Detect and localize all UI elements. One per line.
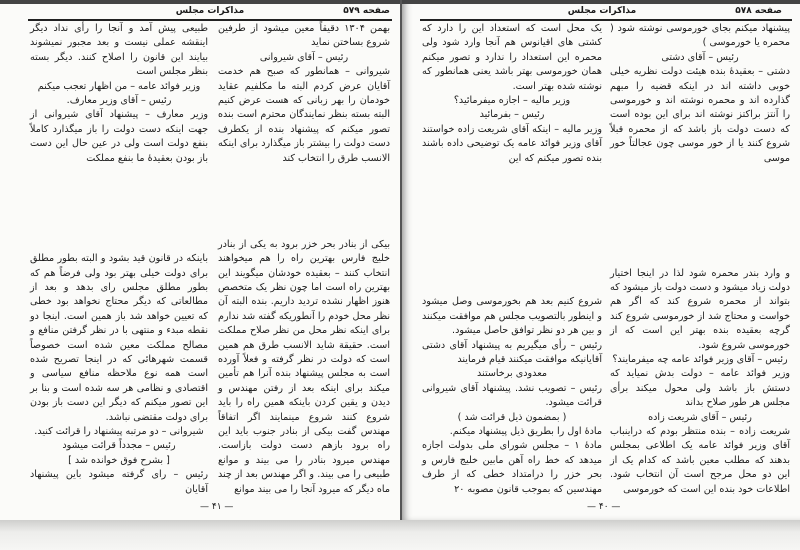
- paragraph: بهمن ۱۳۰۴ دقیقاً معین میشود از طرفین شروع بساختن نماید: [218, 23, 390, 49]
- page-top-edge: [402, 0, 800, 4]
- speaker-line: رئیس – مجدداً قرائت میشود: [62, 440, 176, 452]
- folio-number: — ۴۰ —: [587, 502, 621, 512]
- speaker-line: رئیس – آقای شیروانی: [259, 51, 349, 63]
- page-header: [422, 6, 782, 18]
- paragraph: یک محل است که استعداد این را دارد که کشتی های اقیانوس هم آنجا وارد شود ولی محمره این استعداد را ندارد و تصور میکنم همان خورموسی بهتر باشد یعنی همانطور که نوشته شده بهتر است.: [422, 23, 602, 92]
- column-bottom-block: [30, 252, 208, 497]
- running-title: مذاکرات مجلس: [567, 6, 637, 16]
- paragraph: شروع کنیم بعد هم بخورموسی وصل میشود و اینطور بالتصویب مجلس هم موافقت میکنند و بین هر دو نظر توافق حاصل میشود.: [422, 296, 602, 337]
- paragraph: شریعت زاده – بنده منتظر بودم که دراینباب آقای وزیر فوائد عامه یک اطلاعی بمجلس بدهند که مطلب معین باشد که کدام یک از این دو محل مرجح است آن انتخاب شود. اطلاعات خود بنده این است که خورموسی: [610, 425, 790, 495]
- column-right: [610, 22, 790, 497]
- left-page: [0, 0, 400, 520]
- paragraph: وزیر مالیه – اینکه آقای شریعت زاده خواستند آقای وزیر فوائد عامه یک توضیحی داده باشند بنده تصور میکنم که این: [422, 123, 602, 164]
- paragraph: دشتی – بعقیدهٔ بنده هیئت دولت نظریه خیلی خوبی داشته اند در اینکه قضیه را مبهم گذارده اند و محمره نوشته اند و خورموسی را آنتز براکتز نوشته اند برای این بوده است که دست دولت باز باشد که از محمره قبلاً شروع کنند یا از خور موسی چون عجالتاً خور موسی: [610, 66, 790, 164]
- header-rule: [28, 19, 392, 21]
- paragraph: شیروانی – همانطور که صبح هم خدمت آقایان عرض کردم البته ما مکلفیم عقاید خودمان را بهر زبانی که هست عرض کنیم البته بسته بنظر نمایندگان محترم است بنده تصور میکنم که پیشنهاد بنده از یکطرف دست دولت را بیشتر باز میگذارد برای اینکه الانسب طرق را انتخاب کند: [218, 66, 390, 164]
- paragraph: باینکه در قانون قید بشود و البته بطور مطلق برای دولت خیلی بهتر بود ولی فرضاً هم که بطور مطلق مجلس رای بدهد و بعد از مطالعاتی که دیگر محتاج نخواهد بود خطی که تعیین خواهد شد باز همین است. اینجا دو نقطه مبدء و منتهی با در نظر گرفتن منافع و مصالح مملکت معین شده است خصوصاً قسمت شهرهائی که در اینجا تصریح شده است همه نوع ملاحظه منافع سیاسی و اقتصادی و نظامی هر سه شده است و بنا بر این تصور میکنم که دیگر این دست باز بودن برای دولت مقتضی نباشد.: [30, 253, 208, 423]
- speaker-line: رئیس – بفرمائید: [479, 109, 545, 121]
- column-top-block: [610, 22, 790, 166]
- paragraph: پیشنهاد میکنم بجای خورموسی نوشته شود ( محمره یا خورموسی ): [610, 23, 790, 49]
- column-left: [30, 22, 208, 497]
- column-top-block: [30, 22, 208, 166]
- column-top-block: [422, 22, 602, 166]
- paragraph: مادهٔ ۱ – مجلس شورای ملی بدولت اجازه میدهد که خط راه آهن مابین خلیج فارس و بحر خزر را درامتداد خطی که از طرف مهندسین که بموجب قانون مصوبه ۲۰: [422, 440, 602, 495]
- paragraph: رئیس – رأی میگیریم به پیشنهاد آقای دشتی آقایانیکه موافقت میکنند قیام فرمایند: [422, 339, 602, 365]
- paragraph: مادهٔ اول را بطریق ذیل پیشنهاد میکنم.: [449, 425, 602, 437]
- running-title: مذاکرات مجلس: [175, 6, 245, 16]
- paragraph: رئیس – تصویب نشد. پیشنهاد آقای شیروانی قرائت میشود.: [422, 382, 602, 409]
- column-bottom-block: [218, 238, 390, 497]
- scan-bottom-shadow: [0, 520, 800, 550]
- header-rule: [420, 19, 792, 21]
- column-left: [422, 22, 602, 497]
- column-bottom-block: [422, 295, 602, 497]
- bracket-note: ( بمضمون ذیل قرائت شد ): [457, 411, 567, 423]
- speaker-line: رئیس – آقای شریعت زاده: [648, 411, 752, 423]
- paragraph: طبیعی پیش آمد و آنجا را رأی نداد دیگر اینقشه عملی نیست و بعد مجبور نمیشوند بیایند این قانون را اصلاح کنند. دیگر بسته بنظر مجلس است: [30, 23, 208, 78]
- page-number: صفحه ۵۷۸: [735, 6, 782, 16]
- speaker-line: رئیس – آقای دشتی: [661, 51, 739, 63]
- column-top-block: [218, 22, 390, 166]
- paragraph: وزیر فوائد عامه – دولت بدش نمیاید که دستش باز باشد ولی محول میکند برأی مجلس هر طور صلاح بداند: [610, 368, 790, 409]
- action-note: معدودی برخاستند: [477, 368, 547, 380]
- page-number: صفحه ۵۷۹: [343, 6, 390, 16]
- speaker-line: رئیس – آقای وزیر معارف.: [66, 95, 172, 107]
- folio-number: — ۴۱ —: [200, 502, 234, 512]
- page-header: [30, 6, 390, 18]
- right-page: [400, 0, 800, 520]
- speaker-line: شیروانی – دو مرتبه پیشنهاد را قرائت کنید.: [34, 425, 204, 437]
- paragraph: بیکی از بنادر بحر خزر برود به یکی از بنادر خلیج فارس بهترین راه را هم میخواهند انتخاب کنند – بعقیده خودشان میگویند این بهترین راه است اما چون نظر یک متخصص هنوز اظهار نشده تردید داریم. بنده البته آن نظر محل خودم را آنطوریکه گفته شد ندارم برای اینکه نظر محل من نظر صلاح مملکت است. حقیقة شاید الانسب طرق هم همین است که دولت در نظر گرفته و فعلاً آورده است به مجلس پیشنهاد بنده آنرا هم تأمین میکند برای اینکه بعد از رفتن مهندس و دیدن و یقین کردن باینکه همین راه را باید شروع کنند شروع مینمایند اگر اتفاقاً مهندس گفت بیکی از بنادر جنوب باید این راه برود بازهم دست دولت بازاست. مهندس میرود بنادر را می بیند و موانع طبیعی را می بیند. و اگر مهندس بعد از چند ماه دیگر که میرود آنجا را می بیند موانع: [218, 238, 390, 495]
- speaker-line: رئیس – رای گرفته میشود باین پیشنهاد آقایان: [30, 469, 208, 495]
- speaker-line: وزیر مالیه – اجازه میفرمائید؟: [453, 95, 571, 107]
- speaker-line: رئیس – آقای وزیر فوائد عامه چه میفرمایند؟: [612, 353, 788, 365]
- paragraph: و وارد بندر محمره شود لذا در اینجا اختیار دولت زیاد میشود و دست دولت باز میشود که بتواند از محمره شروع کند که اگر هم خواست و محتاج شد از خورموسی شروع کند گرچه بعقیده بنده بهتر این است که از خورموسی شروع شود.: [610, 267, 790, 351]
- paragraph: وزیر معارف – پیشنهاد آقای شیروانی از جهت اینکه دست دولت را باز میگذارد کاملاً بنفع دولت است ولی در عین حال این دست باز بودن بعقیدهٔ ما بنفع مملکت: [30, 109, 208, 164]
- speaker-line: وزیر فوائد عامه – من اظهار تعجب میکنم: [37, 80, 201, 92]
- bracket-note: [ بشرح فوق خوانده شد ]: [68, 454, 170, 466]
- column-bottom-block: [610, 267, 790, 498]
- column-right: [218, 22, 390, 497]
- page-top-edge: [0, 0, 400, 4]
